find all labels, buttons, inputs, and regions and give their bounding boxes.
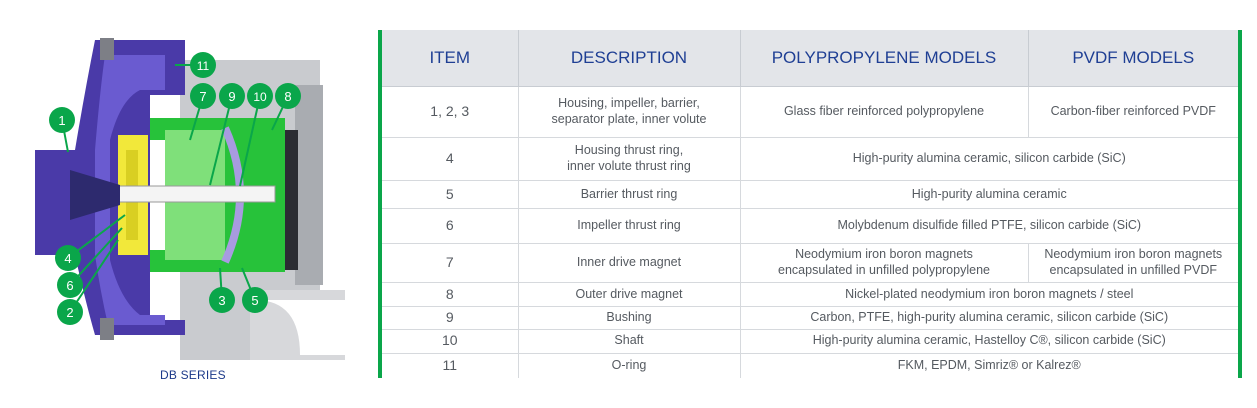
pvdf-material-cell-line: encapsulated in unfilled PVDF <box>1049 262 1217 277</box>
table-row <box>382 307 1238 329</box>
description-cell-line: Housing thrust ring, <box>574 143 684 158</box>
material-cell-all-models-line: High-purity alumina ceramic, silicon carbide (SiC) <box>852 151 1126 166</box>
item-cell: 11 <box>382 353 518 378</box>
description-cell-line: Outer drive magnet <box>575 286 683 301</box>
header-item: ITEM <box>382 30 518 87</box>
description-cell <box>518 137 740 180</box>
material-cell-all-models <box>740 353 1238 378</box>
callout-1 <box>49 107 75 152</box>
polypropylene-material-cell-line: Glass fiber reinforced polypropylene <box>783 104 985 119</box>
material-cell-all-models-line: FKM, EPDM, Simriz® or Kalrez® <box>897 358 1081 373</box>
material-cell-all-models-line: High-purity alumina ceramic, Hastelloy C®, silicon carbide (SiC) <box>812 333 1166 348</box>
table-row <box>382 209 1238 244</box>
material-cell-all-models <box>740 137 1238 180</box>
material-cell-all-models-line: Molybdenum disulfide filled PTFE, silicon carbide (SiC) <box>837 218 1142 233</box>
header-description: DESCRIPTION <box>518 30 740 87</box>
description-cell-line: inner volute thrust ring <box>567 158 691 173</box>
material-cell-all-models <box>740 307 1238 329</box>
callout-4-label: 4 <box>64 251 72 266</box>
description-cell-line: Inner drive magnet <box>576 254 682 269</box>
item-cell: 6 <box>382 209 518 244</box>
shaft <box>95 186 275 202</box>
callout-1-label: 1 <box>58 113 66 128</box>
callout-11-label: 11 <box>196 59 210 73</box>
pvdf-material-cell-line: Carbon-fiber reinforced PVDF <box>1050 104 1216 119</box>
description-cell <box>518 243 740 282</box>
pvdf-material-cell <box>1028 243 1238 282</box>
callout-9-label: 9 <box>228 89 236 104</box>
polypropylene-material-cell <box>740 243 1028 282</box>
item-cell: 7 <box>382 243 518 282</box>
housing-bolt-top <box>100 38 114 60</box>
material-cell-all-models <box>740 180 1238 209</box>
item-cell: 5 <box>382 180 518 209</box>
motor-flange <box>295 85 323 285</box>
callout-5-label: 5 <box>251 293 259 308</box>
description-cell-line: Impeller thrust ring <box>577 218 681 233</box>
item-cell: 4 <box>382 137 518 180</box>
callout-10-label: 10 <box>253 90 267 104</box>
table-row <box>382 329 1238 353</box>
table-body <box>382 87 1238 379</box>
description-cell <box>518 329 740 353</box>
materials-table <box>382 30 1238 378</box>
description-cell <box>518 87 740 138</box>
description-cell <box>518 282 740 306</box>
item-cell: 8 <box>382 282 518 306</box>
description-cell <box>518 209 740 244</box>
table-row <box>382 87 1238 138</box>
materials-table-container <box>378 30 1242 378</box>
item-cell: 9 <box>382 307 518 329</box>
polypropylene-material-cell-line: Neodymium iron boron magnets <box>795 247 973 262</box>
material-cell-all-models <box>740 282 1238 306</box>
pump-diagram-svg <box>0 0 370 403</box>
material-cell-all-models <box>740 209 1238 244</box>
material-cell-all-models <box>740 329 1238 353</box>
housing-bolt-bottom <box>100 318 114 340</box>
callout-2-label: 2 <box>66 305 74 320</box>
table-row <box>382 243 1238 282</box>
description-cell <box>518 307 740 329</box>
table-header-row <box>382 30 1238 87</box>
header-pvdf-models: PVDF MODELS <box>1028 30 1238 87</box>
diagram-caption: DB SERIES <box>160 368 226 382</box>
callout-3-label: 3 <box>218 293 226 308</box>
description-cell-line: O-ring <box>611 358 647 373</box>
callout-6-label: 6 <box>66 278 74 293</box>
callout-7-label: 7 <box>199 89 207 104</box>
header-polypropylene-models: POLYPROPYLENE MODELS <box>740 30 1028 87</box>
table-row <box>382 137 1238 180</box>
description-cell-line: Housing, impeller, barrier, <box>558 96 700 111</box>
description-cell-line: Shaft <box>614 333 644 348</box>
pvdf-material-cell <box>1028 87 1238 138</box>
description-cell-line: Bushing <box>606 309 652 324</box>
polypropylene-material-cell <box>740 87 1028 138</box>
material-cell-all-models-line: Carbon, PTFE, high-purity alumina ceramic, silicon carbide (SiC) <box>810 309 1169 324</box>
table-row <box>382 353 1238 378</box>
description-cell <box>518 353 740 378</box>
pvdf-material-cell-line: Neodymium iron boron magnets <box>1044 247 1223 262</box>
callout-8-label: 8 <box>284 89 292 104</box>
description-cell-line: separator plate, inner volute <box>551 111 707 126</box>
item-cell: 10 <box>382 329 518 353</box>
description-cell <box>518 180 740 209</box>
table-row <box>382 282 1238 306</box>
table-row <box>382 180 1238 209</box>
pump-cross-section-diagram <box>0 0 370 403</box>
description-cell-line: Barrier thrust ring <box>580 186 678 201</box>
polypropylene-material-cell-line: encapsulated in unfilled polypropylene <box>778 262 990 277</box>
material-cell-all-models-line: High-purity alumina ceramic <box>911 186 1067 201</box>
material-cell-all-models-line: Nickel-plated neodymium iron boron magnets / steel <box>845 286 1134 301</box>
item-cell: 1, 2, 3 <box>382 87 518 138</box>
